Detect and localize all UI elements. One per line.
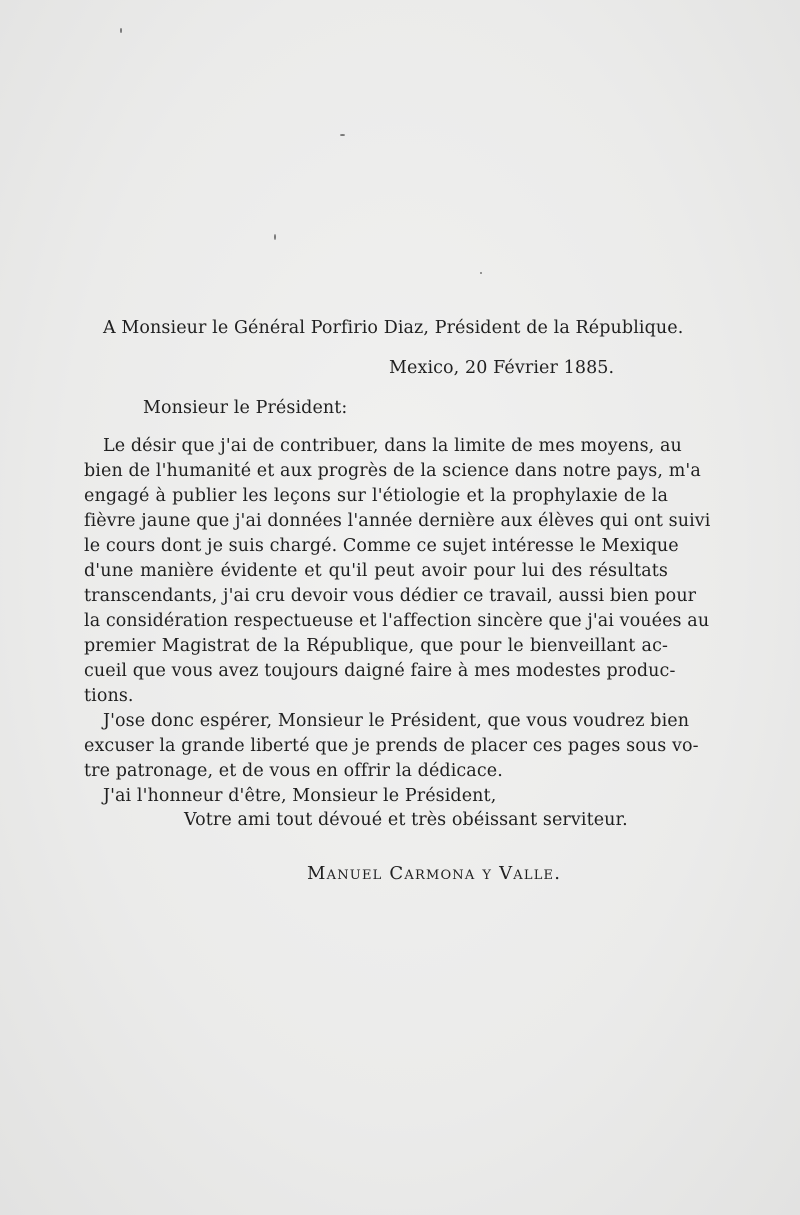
valediction: Votre ami tout dévoué et très obéissant serviteur.: [184, 810, 628, 830]
paragraph-1-line: la considération respectueuse et l'affection sincère que j'ai vouées au: [84, 611, 710, 631]
dateline: Mexico, 20 Février 1885.: [389, 358, 615, 378]
paper-speck: [480, 272, 482, 274]
paragraph-2-line: tre patronage, et de vous en offrir la dédicace.: [84, 761, 503, 781]
paragraph-1-line: transcendants, j'ai cru devoir vous dédier ce travail, aussi bien pour: [84, 586, 697, 606]
paragraph-1-line: engagé à publier les leçons sur l'étiologie et la prophylaxie de la: [84, 486, 668, 506]
signature: Manuel Carmona y Valle.: [307, 863, 562, 884]
paragraph-1-line: premier Magistrat de la République, que pour le bienveillant ac-: [84, 636, 668, 656]
paper-speck: [120, 28, 122, 33]
address-line: A Monsieur le Général Porfirio Diaz, Président de la République.: [103, 318, 684, 338]
closing-line: J'ai l'honneur d'être, Monsieur le Président,: [103, 786, 497, 806]
salutation: Monsieur le Président:: [143, 398, 348, 418]
paragraph-1-line: d'une manière évidente et qu'il peut avoir pour lui des résultats: [84, 561, 668, 581]
paragraph-1-line: bien de l'humanité et aux progrès de la science dans notre pays, m'a: [84, 461, 701, 481]
paragraph-1-line: fièvre jaune que j'ai données l'année dernière aux élèves qui ont suivi: [84, 511, 711, 531]
paragraph-1-line: Le désir que j'ai de contribuer, dans la limite de mes moyens, au: [103, 436, 682, 456]
paragraph-1-line: tions.: [84, 686, 134, 706]
paragraph-1-line: cueil que vous avez toujours daigné faire à mes modestes produc-: [84, 661, 676, 681]
paragraph-1-line: le cours dont je suis chargé. Comme ce sujet intéresse le Mexique: [84, 536, 679, 556]
paper-speck: [340, 134, 345, 136]
paragraph-2-line: excuser la grande liberté que je prends de placer ces pages sous vo-: [84, 736, 699, 756]
paragraph-2-line: J'ose donc espérer, Monsieur le Président, que vous voudrez bien: [103, 711, 690, 731]
paper-speck: [274, 234, 276, 240]
